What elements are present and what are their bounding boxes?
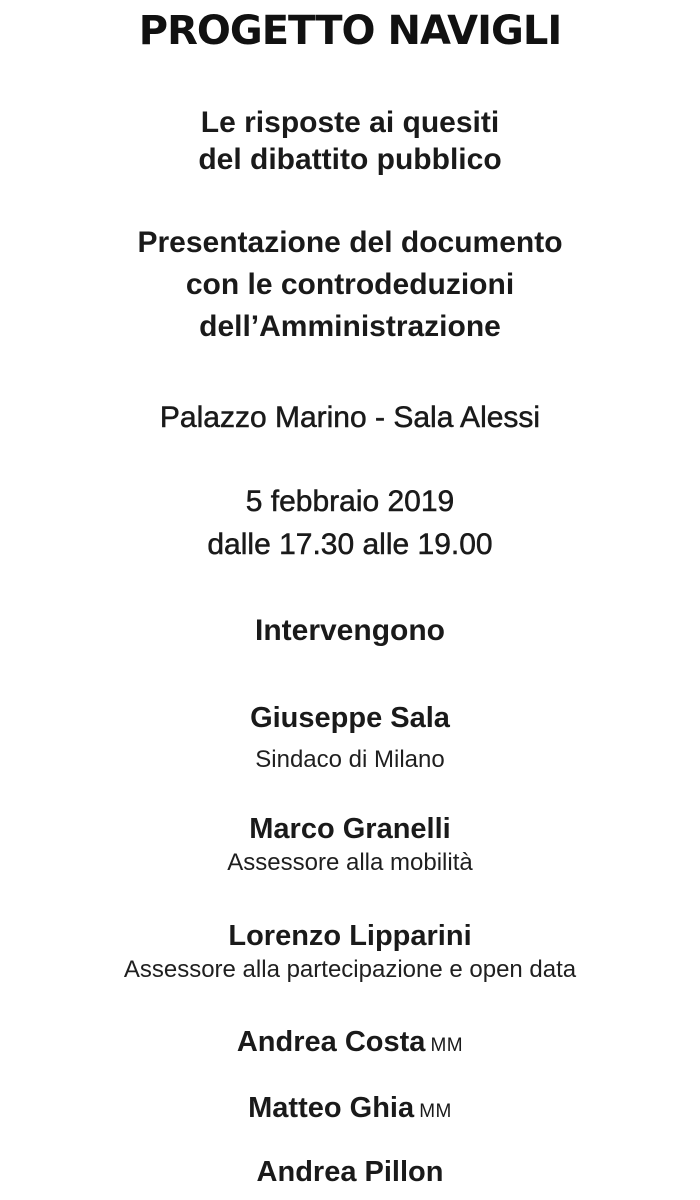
presentation-line-1: Presentazione del documento xyxy=(137,226,563,259)
speaker-role: Assessore alla partecipazione e open data xyxy=(123,956,577,983)
speaker-role: Assessore alla mobilità xyxy=(227,849,473,876)
subtitle-line-1: Le risposte ai quesiti xyxy=(200,106,500,139)
speakers-heading: Intervengono xyxy=(254,614,445,647)
speaker-entry xyxy=(0,1026,700,1059)
speaker-entry xyxy=(0,1092,700,1125)
speaker-name: Lorenzo Lipparini xyxy=(228,920,472,952)
speaker-name: Andrea Costa xyxy=(236,1026,426,1058)
flyer-title: PROGETTO NAVIGLI xyxy=(138,8,562,54)
speaker-role: Sindaco di Milano xyxy=(255,746,445,773)
event-date: 5 febbraio 2019 xyxy=(245,485,455,518)
speaker-org: MM xyxy=(430,1035,464,1056)
speaker-name: Andrea Pillon xyxy=(256,1156,444,1188)
venue: Palazzo Marino - Sala Alessi xyxy=(159,401,541,434)
speaker-name: Marco Granelli xyxy=(249,813,451,845)
speaker-name: Giuseppe Sala xyxy=(250,702,450,734)
event-time: dalle 17.30 alle 19.00 xyxy=(207,528,493,561)
speaker-name: Matteo Ghia xyxy=(248,1092,415,1124)
presentation-line-2: con le controdeduzioni xyxy=(185,268,515,301)
subtitle-line-2: del dibattito pubblico xyxy=(198,143,502,176)
presentation-line-3: dell’Amministrazione xyxy=(199,310,501,343)
speaker-org: MM xyxy=(419,1101,452,1122)
